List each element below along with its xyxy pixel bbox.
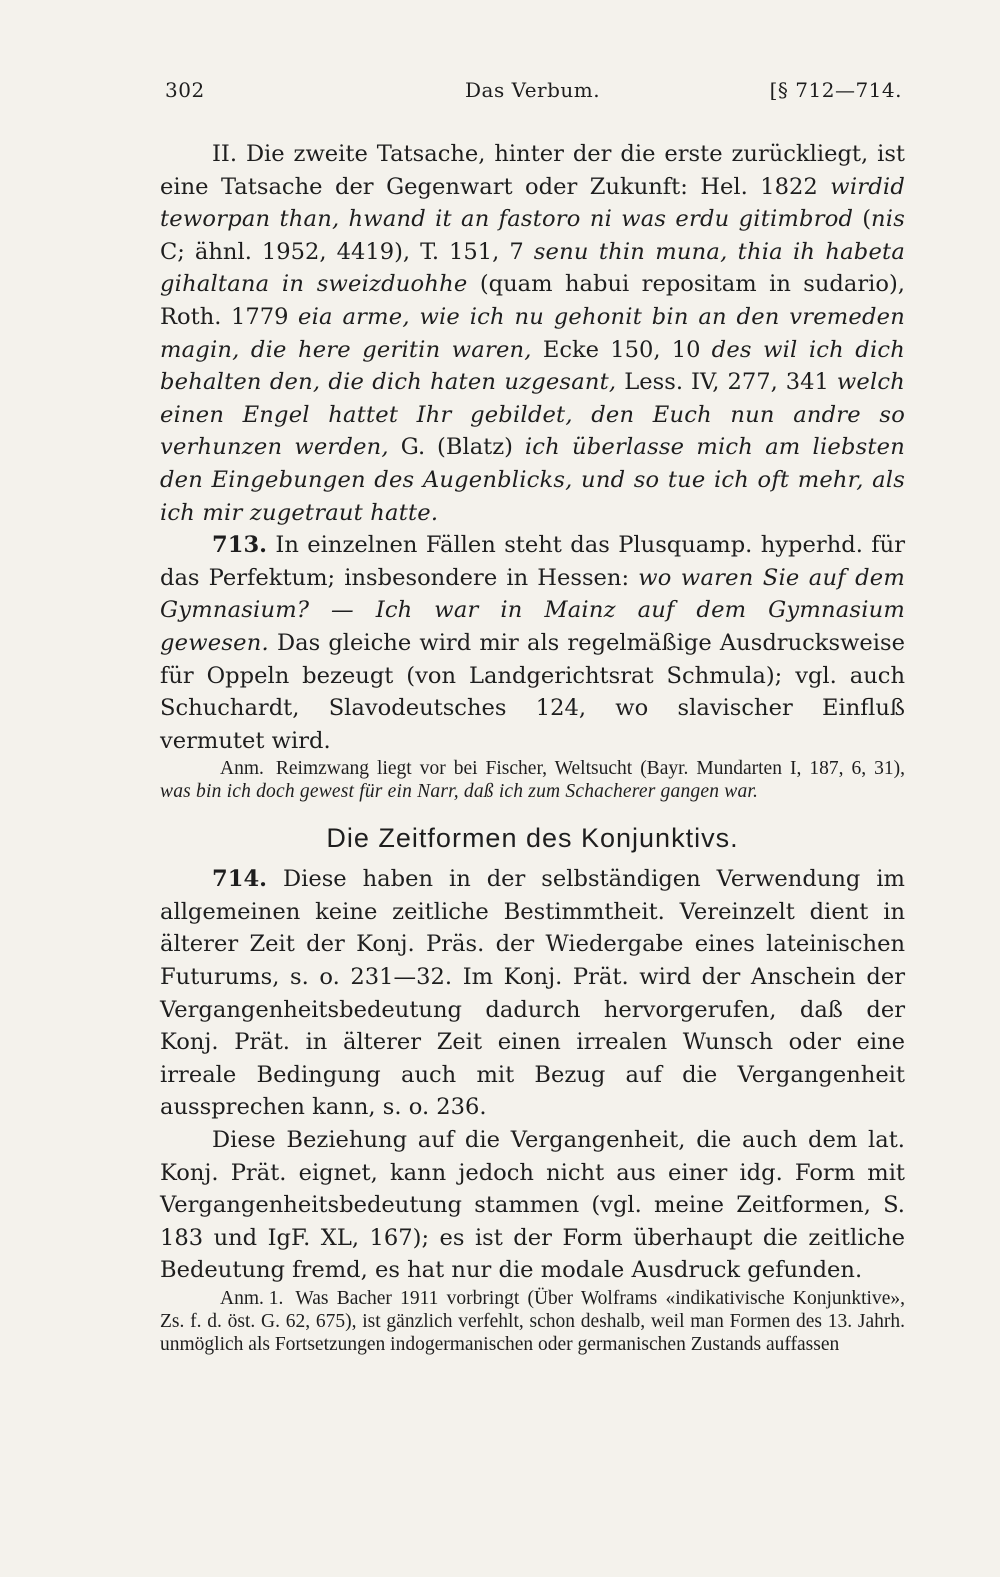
text-run: (quam habui repositam in sudario), Roth. 1779 (160, 271, 905, 330)
page-body (160, 138, 905, 1356)
text-run: ( (853, 206, 872, 233)
page-number: 302 (165, 78, 205, 102)
quotation: wo waren Sie auf dem Gymnasium? — Ich war in Mainz auf dem Gymnasium gewesen. (160, 564, 905, 656)
section-heading: Die Zeitformen des Konjunktivs. (326, 823, 739, 854)
text-run: G. (Blatz) (388, 434, 525, 461)
note-label: Anm. (220, 758, 264, 780)
quotation: senu thin muna, thia ih habeta gihaltana in sweizduohhe (160, 238, 905, 298)
section-number: 713. (212, 532, 268, 559)
quotation: welch einen Engel hattet Ihr gebildet, den Euch nun andre so verhunzen werden, (160, 369, 905, 461)
text-run: C; ähnl. 1952, 4419), T. 151, 7 (160, 238, 534, 265)
text-run: Das gleiche wird mir als regelmäßige Ausdrucksweise für Oppeln bezeugt (von Landgerichtsrat Schmula); vgl. auch Schuchardt, Slavodeutsches 124, wo slavischer Einfluß vermutet wird. (160, 629, 905, 754)
quotation: eia arme, wie ich nu gehonit bin an den vremeden magin, die here geritin waren, (160, 303, 905, 363)
quotation: wirdid teworpan than, hwand it an fastoro ni was erdu gitimbrod (160, 173, 905, 233)
note-label: Anm. 1. (220, 1288, 284, 1309)
section-range: [§ 712—714. (769, 78, 902, 102)
quotation: was bin ich doch gewest für ein Narr, daß ich zum Schacherer gangen war. (160, 781, 759, 803)
running-title: Das Verbum. (465, 78, 601, 102)
paragraph-714 (160, 863, 905, 1124)
paragraph-714-b: Diese Beziehung auf die Vergangenheit, die auch dem lat. Konj. Prät. eignet, kann jedoch nicht aus einer idg. Form mit Vergangenheitsbedeutung stammen (vgl. meine Zeitformen, S. 183 und IgF. XL, 167); es ist der Form überhaupt die zeitliche Bedeutung fremd, es hat nur die modale Ausdruck gefunden. (160, 1127, 905, 1284)
text-run: II. Die zweite Tatsache, hinter der die erste zurückliegt, ist eine Tatsache der Gegenwart oder Zukunft: Hel. 1822 (160, 141, 905, 200)
text-run: Was Bacher 1911 vorbringt (Über Wolframs «indikativische Konjunktive», Zs. f. d. öst. G. 62, 675), ist gänzlich verfehlt, schon deshalb, weil man Formen des 13. Jahrh. unmöglich als Fortsetzungen indogermanischen oder germanischen Zustands auffassen (160, 1288, 905, 1355)
text-run: In einzelnen Fällen steht das Plusquamp. hyperhd. für das Perfektum; insbesondere in Hessen: (160, 532, 905, 591)
text-run: Less. IV, 277, 341 (616, 369, 837, 396)
text-run: Diese haben in der selbständigen Verwendung im allgemeinen keine zeitliche Bestimmtheit. Vereinzelt dient in älterer Zeit der Konj. Präs. der Wiedergabe eines lateinischen Futurums, s. o. 231—32. Im Konj. Prät. wird der Anschein der Vergangenheitsbedeutung dadurch hervorgerufen, daß der Konj. Prät. in älterer Zeit einen irrealen Wunsch oder eine irreale Bedingung auch mit Bezug auf die Vergangenheit aussprechen kann, s. o. 236. (160, 866, 905, 1121)
footnote-713 (160, 757, 905, 803)
paragraph-712-ii (160, 138, 905, 529)
quotation: nis (871, 206, 906, 233)
running-header (165, 78, 902, 108)
paragraph-713 (160, 529, 905, 757)
quotation: ich überlasse mich am liebsten den Eingebungen des Augenblicks, und so tue ich oft mehr, als ich mir zugetraut hatte. (160, 434, 906, 526)
quotation: des wil ich dich behalten den, die dich haten uzgesant, (160, 336, 905, 396)
text-run: Reimzwang liegt vor bei Fischer, Weltsucht (Bayr. Mundarten I, 187, 6, 31), (275, 758, 905, 780)
text-run: Ecke 150, 10 (531, 336, 712, 363)
footnote-714 (160, 1287, 905, 1356)
section-number: 714. (212, 866, 268, 893)
